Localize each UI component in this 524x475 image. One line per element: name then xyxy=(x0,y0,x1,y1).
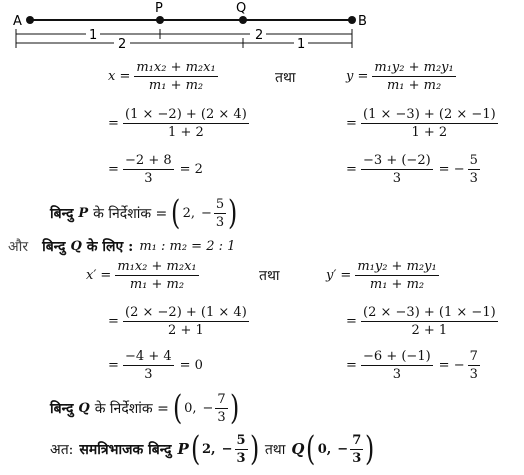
conclusion-q-den: 3 xyxy=(352,450,362,466)
p-coord-x: 2, xyxy=(182,205,195,221)
point-b-dot xyxy=(348,16,356,24)
conclusion-p-den: 3 xyxy=(236,450,246,466)
conclusion-p-x: 2, xyxy=(202,441,216,457)
p-y-step2-den: 3 xyxy=(392,171,401,186)
q-y-result-num: 7 xyxy=(469,349,478,364)
q-y-formula xyxy=(326,259,439,292)
conclusion-q-var: Q xyxy=(291,440,305,458)
q-y-result-den: 3 xyxy=(469,367,478,382)
conclusion-q-x: 0, xyxy=(317,441,332,457)
conclusion-q-num: 7 xyxy=(352,432,362,448)
q-y-step1-fraction xyxy=(361,305,498,338)
q-x-result: = 0 xyxy=(179,358,203,373)
q-y-step1-den: 2 + 1 xyxy=(411,323,448,338)
q-tatha: तथा xyxy=(259,268,280,284)
q-intro-ratio: m₁ : m₂ = 2 : 1 xyxy=(139,239,236,254)
p-y-result-sign: = − xyxy=(438,162,465,177)
conclusion-p-num: 5 xyxy=(236,432,246,448)
p-y-step1: = $\frac{(1 \times -3) + (2 \times -1)}{1 + 2}$ xyxy=(346,107,496,140)
q-y-result-sign: = − xyxy=(438,358,465,373)
conclusion-p-sign: − xyxy=(221,441,233,457)
q-y-step2-num: −6 + (−1) xyxy=(363,349,431,364)
p-x-lhs: x = xyxy=(108,69,131,84)
p-y-step2: = $\frac{-3 + (-2)}{3}$ = − $\frac{5}{3}$ xyxy=(346,153,478,186)
p-x-fraction xyxy=(134,60,217,93)
q-x-den: m₁ + m₂ xyxy=(129,277,185,292)
p-x-step1-fraction xyxy=(123,107,249,140)
p-x-den: m₁ + m₂ xyxy=(148,78,204,93)
p-y-step2-fraction xyxy=(361,153,433,186)
conclusion-ata: अत: xyxy=(50,441,74,458)
q-coord-den: 3 xyxy=(217,409,226,425)
q-y-num: m₁y₂ + m₂y₁ xyxy=(357,259,437,274)
conclusion-p-var: P xyxy=(177,440,189,458)
q-coordinates: बिन्दु Q के निर्देशांक = ( 0, − $\frac{7}{3}$ ) xyxy=(50,388,239,428)
conclusion-label: समत्रिभाजक बिन्दु xyxy=(79,441,172,458)
p-x-step2-fraction xyxy=(123,153,174,186)
dim-qb-label: 1 xyxy=(297,37,306,52)
q-x-step1: = $\frac{(2 \times -2) + (1 \times 4)}{2 + 1}$ xyxy=(108,305,247,338)
p-x-num: m₁x₂ + m₂x₁ xyxy=(136,60,216,75)
p-y-result-fraction xyxy=(468,153,480,186)
p-x-formula xyxy=(108,60,218,93)
q-intro-heading-pre: बिन्दु xyxy=(42,239,66,255)
q-x-step2-num: −4 + 4 xyxy=(125,349,172,364)
trisection-diagram xyxy=(0,0,524,60)
point-q-label: Q xyxy=(236,1,247,16)
q-y-fraction xyxy=(355,259,438,292)
q-intro-heading-post: के लिए : xyxy=(86,239,134,255)
p-y-fraction xyxy=(372,60,455,93)
p-coord-num: 5 xyxy=(215,196,225,212)
p-y-result-den: 3 xyxy=(469,171,478,186)
point-q-dot xyxy=(239,16,247,24)
point-b-label: B xyxy=(358,14,367,29)
p-y-den: m₁ + m₂ xyxy=(386,78,442,93)
q-x-step2-fraction xyxy=(123,349,174,382)
p-y-step1-den: 1 + 2 xyxy=(411,125,448,140)
p-x-step2-den: 3 xyxy=(144,171,153,186)
q-intro-heading-var: Q xyxy=(70,239,82,254)
point-p-dot xyxy=(156,16,164,24)
p-x-step1-den: 1 + 2 xyxy=(168,125,204,140)
p-coord-den: 3 xyxy=(215,214,225,230)
p-x-step1-num: (1 × −2) + (2 × 4) xyxy=(125,107,247,122)
q-intro-aur: और xyxy=(8,239,29,255)
q-intro xyxy=(8,237,235,256)
p-tatha: तथा xyxy=(275,70,296,86)
conclusion: अत: समत्रिभाजक बिन्दु P ( 2, − $\frac{5}{3}$ ) तथा Q ( 0, − $\frac{7}{3}$ ) xyxy=(50,429,375,469)
dim-pb-label: 2 xyxy=(255,28,264,43)
p-y-formula xyxy=(346,60,456,93)
q-coord-label-pre: बिन्दु xyxy=(50,400,74,417)
p-y-lhs: y = xyxy=(346,69,369,84)
q-coord-x: 0, xyxy=(184,400,197,416)
q-coord-label-var: Q xyxy=(78,400,90,416)
q-coord-fraction xyxy=(215,392,227,425)
q-x-step2-den: 3 xyxy=(144,367,153,382)
p-y-result-num: 5 xyxy=(469,153,478,168)
p-coord-label-var: P xyxy=(78,205,89,221)
q-y-lhs: y′ = xyxy=(326,268,352,283)
p-x-step2: = $\frac{-2 + 8}{3}$ = 2 xyxy=(108,153,203,186)
q-coord-label-post: के निर्देशांक = xyxy=(94,400,169,417)
q-x-fraction xyxy=(115,259,198,292)
q-y-step2-fraction xyxy=(361,349,433,382)
q-x-num: m₁x₂ + m₂x₁ xyxy=(117,259,197,274)
p-coord-sign: − xyxy=(200,205,212,221)
conclusion-q-sign: − xyxy=(337,441,349,457)
q-y-step1-num: (2 × −3) + (1 × −1) xyxy=(363,305,496,320)
q-x-step1-num: (2 × −2) + (1 × 4) xyxy=(125,305,247,320)
p-x-step1: = $\frac{(1 \times -2) + (2 \times 4)}{1 + 2}$ xyxy=(108,107,247,140)
q-x-step1-den: 2 + 1 xyxy=(168,323,204,338)
p-coordinates: बिन्दु P के निर्देशांक = ( 2, − $\frac{5}{3}$ ) xyxy=(50,193,238,233)
p-x-result: = 2 xyxy=(179,162,203,177)
q-coord-sign: − xyxy=(202,400,214,416)
conclusion-q-fraction xyxy=(350,433,363,466)
q-x-step2: = $\frac{-4 + 4}{3}$ = 0 xyxy=(108,349,203,382)
p-y-step1-num: (1 × −3) + (2 × −1) xyxy=(363,107,496,122)
point-p-label: P xyxy=(155,1,163,16)
point-a-label: A xyxy=(13,14,22,29)
q-coord-num: 7 xyxy=(217,391,226,407)
conclusion-p-fraction xyxy=(235,433,248,466)
p-y-step1-fraction xyxy=(361,107,498,140)
p-y-num: m₁y₂ + m₂y₁ xyxy=(374,60,454,75)
q-y-result-fraction xyxy=(468,349,480,382)
q-y-den: m₁ + m₂ xyxy=(369,277,425,292)
p-coord-label-pre: बिन्दु xyxy=(50,205,74,222)
p-coord-fraction xyxy=(214,197,226,230)
q-x-lhs: x′ = xyxy=(86,268,112,283)
q-y-step2-den: 3 xyxy=(392,367,401,382)
dim-ap-label: 1 xyxy=(89,28,98,43)
q-x-formula xyxy=(86,259,199,292)
point-a-dot xyxy=(26,16,34,24)
p-x-step2-num: −2 + 8 xyxy=(125,153,172,168)
q-y-step2: = $\frac{-6 + (-1)}{3}$ = − $\frac{7}{3}$ xyxy=(346,349,478,382)
q-y-step1: = $\frac{(2 \times -3) + (1 \times -1)}{2 + 1}$ xyxy=(346,305,496,338)
dim-aq-label: 2 xyxy=(118,37,127,52)
q-x-step1-fraction xyxy=(123,305,249,338)
conclusion-tatha: तथा xyxy=(264,441,286,458)
p-coord-label-post: के निर्देशांक = xyxy=(93,205,168,222)
p-y-step2-num: −3 + (−2) xyxy=(363,153,431,168)
